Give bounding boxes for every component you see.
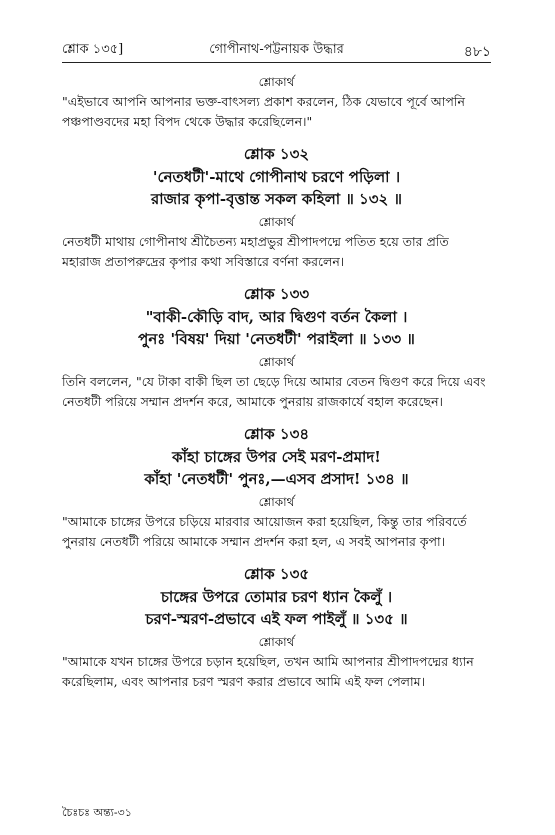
page-content (62, 70, 491, 692)
verse-heading: শ্লোক ১৩৩ (243, 285, 310, 303)
verse-heading: শ্লোক ১৩২ (243, 145, 310, 163)
verse-line: "বাকী-কৌড়ি বাদ, আর দ্বিগুণ বর্তন কৈলা । (145, 308, 408, 326)
verse-heading: শ্লোক ১৩৪ (243, 425, 310, 443)
verse-line: কাঁহা 'নেতধটী' পুনঃ,—এসব প্রসাদ! ১৩৪ ॥ (144, 470, 409, 488)
translation-paragraph: নেতধটী মাথায় গোপীনাথ শ্রীচৈতন্য মহাপ্রভুর শ্রীপাদপদ্মে পতিত হয়ে তার প্রতি মহারাজ প্রতাপরুদ্রের কৃপার কথা সবিস্তারে বর্ণনা করলেন। (62, 234, 449, 269)
verse-line: পুনঃ 'বিষয়' দিয়া 'নেতধটী' পরাইলা ॥ ১৩৩ ॥ (138, 330, 415, 348)
translation-paragraph: "এইভাবে আপনি আপনার ভক্ত-বাৎসল্য প্রকাশ করলেন, ঠিক যেভাবে পূর্বে আপনি পঞ্চপাণ্ডবদের মহা বিপদ থেকে উদ্ধার করেছিলেন।" (62, 94, 465, 129)
translation-label: শ্লোকার্থ (258, 215, 295, 229)
verse-line: চরণ-স্মরণ-প্রভাবে এই ফল পাইলুঁ ॥ ১৩৫ ॥ (145, 610, 408, 628)
translation-paragraph: তিনি বললেন, "যে টাকা বাকী ছিল তা ছেড়ে দিয়ে আমার বেতন দ্বিগুণ করে দিয়ে এবং নেতধটী পরিয়ে সম্মান প্রদর্শন করে, আমাকে পুনরায় রাজকার্যে বহাল করেছেন। (62, 374, 486, 409)
page-footer: চৈঃচঃ অন্ত্য-৩১ (62, 806, 132, 819)
verse-line: কাঁহা চাঙ্গের উপর সেই মরণ-প্রমাদ! (172, 448, 381, 466)
page-header (62, 38, 491, 60)
translation-paragraph: "আমাকে যখন চাঙ্গের উপরে চড়ান হয়েছিল, তখন আমি আপনার শ্রীপাদপদ্মের ধ্যান করেছিলাম, এবং আপনার চরণ স্মরণ করার প্রভাবে আমি এই ফল পেলাম। (62, 654, 474, 689)
header-chapter-title: গোপীনাথ-পট্টনায়ক উদ্ধার (209, 42, 344, 57)
header-rule (62, 62, 491, 63)
translation-label: শ্লোকার্থ (258, 355, 295, 369)
translation-label: শ্লোকার্থ (258, 495, 295, 509)
verse-line: চাঙ্গের উপরে তোমার চরণ ধ্যান কৈলুঁ । (160, 588, 393, 606)
translation-label: শ্লোকার্থ (258, 75, 295, 89)
verse-line: 'নেতধটী'-মাথে গোপীনাথ চরণে পড়িলা । (152, 168, 401, 186)
header-page-number: ৪৮১ (463, 44, 491, 60)
translation-label: শ্লোকার্থ (258, 635, 295, 649)
verse-heading: শ্লোক ১৩৫ (243, 565, 310, 583)
header-verse-ref: শ্লোক ১৩৫] (62, 42, 124, 57)
verse-line: রাজার কৃপা-বৃত্তান্ত সকল কহিলা ॥ ১৩২ ॥ (151, 190, 402, 208)
translation-paragraph: "আমাকে চাঙ্গের উপরে চড়িয়ে মারবার আয়োজন করা হয়েছিল, কিন্তু তার পরিবর্তে পুনরায় নেতধটী পরিয়ে আমাকে সম্মান প্রদর্শন করা হল, এ সবই আপনার কৃপা। (62, 514, 467, 549)
